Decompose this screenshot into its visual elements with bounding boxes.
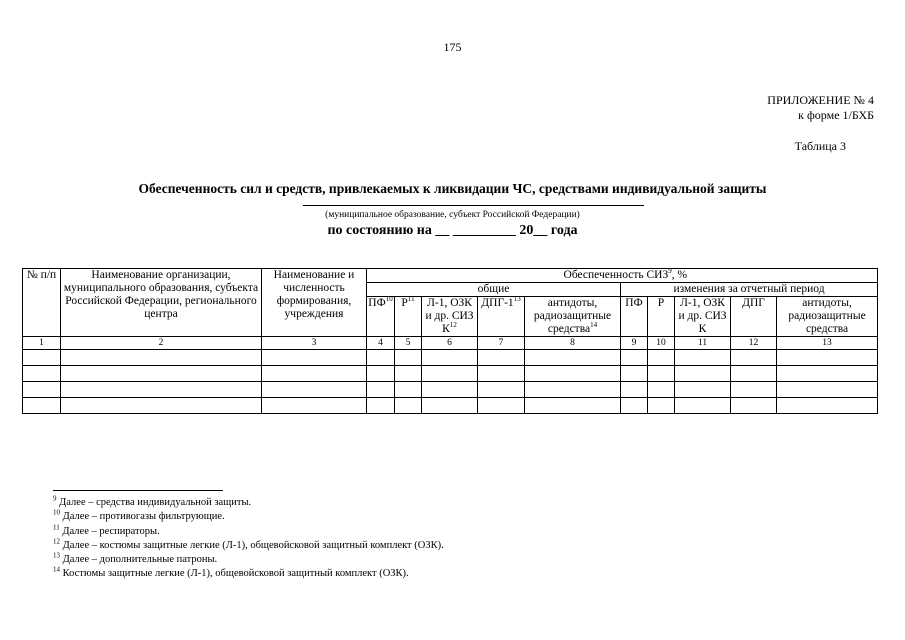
- header-siz-provision: [367, 269, 878, 283]
- table-row: [23, 350, 878, 366]
- footnote: [53, 553, 444, 567]
- footnote-ref-11: 11: [407, 295, 415, 304]
- footnote-marker: 14: [53, 565, 60, 574]
- appendix-line-1: ПРИЛОЖЕНИЕ № 4: [767, 93, 874, 107]
- footnote-ref-10: 10: [385, 295, 393, 304]
- column-number: 2: [61, 337, 262, 350]
- header-changes: изменения за отчетный период: [621, 283, 878, 297]
- header-dpg: [478, 297, 525, 337]
- header-pf-text: ПФ: [368, 297, 386, 309]
- footnote-text: Далее – противогазы фильтрующие.: [62, 511, 225, 523]
- footnote-marker: 12: [53, 537, 60, 546]
- header-l1-text: Л-1, ОЗК и др. СИЗ К: [425, 297, 474, 335]
- header-num: № п/п: [23, 269, 61, 337]
- footnote-ref-12: 12: [449, 321, 457, 330]
- header-organization: Наименование организации, муниципального образования, субъекта Российской Федерации, регионального центра: [61, 269, 262, 337]
- appendix-line-2: к форме 1/БХБ: [798, 108, 874, 122]
- column-number: 8: [525, 337, 621, 350]
- footnote-separator: [53, 490, 223, 491]
- table-row: [23, 398, 878, 414]
- column-number: 3: [262, 337, 367, 350]
- siz-provision-table: [22, 268, 878, 414]
- table-label: Таблица 3: [794, 139, 846, 153]
- footnote-text: Далее – респираторы.: [62, 525, 160, 537]
- footnote-marker: 11: [53, 523, 60, 532]
- header-dpg-changes: ДПГ: [731, 297, 777, 337]
- footnote-text: Костюмы защитные легкие (Л-1), общевойсковой защитный комплект (ОЗК).: [62, 568, 409, 580]
- header-row-1: [23, 269, 878, 283]
- footnote-ref-14: 14: [590, 321, 598, 330]
- header-formation: Наименование и численность формирования, учреждения: [262, 269, 367, 337]
- header-general: общие: [367, 283, 621, 297]
- header-pf-changes: ПФ: [621, 297, 648, 337]
- page-number: 175: [443, 40, 462, 54]
- header-l1-changes: Л-1, ОЗК и др. СИЗ К: [675, 297, 731, 337]
- fill-in-caption: (муниципальное образование, субъект Российской Федерации): [325, 210, 580, 220]
- as-of-date-line: по состоянию на __ _________ 20__ года: [327, 223, 578, 238]
- footnotes: [53, 496, 444, 582]
- header-l1: [422, 297, 478, 337]
- table-row: [23, 366, 878, 382]
- footnote-ref-9: 9: [668, 267, 672, 276]
- column-number-row: [23, 337, 878, 350]
- footnote-marker: 13: [53, 551, 60, 560]
- header-antidotes: [525, 297, 621, 337]
- footnote: [53, 525, 444, 539]
- appendix-header: [767, 93, 874, 123]
- footnote-text: Далее – костюмы защитные легкие (Л-1), общевойсковой защитный комплект (ОЗК).: [62, 539, 444, 551]
- footnote-marker: 10: [53, 508, 60, 517]
- header-siz-text: Обеспеченность СИЗ: [563, 269, 669, 281]
- footnote-marker: 9: [53, 494, 57, 503]
- footnote: [53, 510, 444, 524]
- header-antidotes-changes: антидоты, радиозащитные средства: [777, 297, 878, 337]
- footnote-text: Далее – средства индивидуальной защиты.: [59, 497, 252, 508]
- column-number: 11: [675, 337, 731, 350]
- header-pf: [367, 297, 395, 337]
- column-number: 9: [621, 337, 648, 350]
- header-siz-unit: , %: [671, 269, 688, 281]
- header-r-text: Р: [401, 297, 408, 309]
- footnote-text: Далее – дополнительные патроны.: [62, 554, 218, 566]
- document-title: Обеспеченность сил и средств, привлекаемых к ликвидации ЧС, средствами индивидуальной защиты: [138, 181, 767, 196]
- fill-in-line: [303, 205, 644, 206]
- footnote: [53, 567, 444, 581]
- header-r-changes: Р: [648, 297, 675, 337]
- header-r: [395, 297, 422, 337]
- table-row: [23, 382, 878, 398]
- column-number: 10: [648, 337, 675, 350]
- column-number: 1: [23, 337, 61, 350]
- column-number: 5: [395, 337, 422, 350]
- footnote: [53, 496, 444, 510]
- header-antidotes-text: антидоты, радиозащитные средства: [533, 297, 612, 335]
- column-number: 12: [731, 337, 777, 350]
- column-number: 7: [478, 337, 525, 350]
- column-number: 13: [777, 337, 878, 350]
- header-dpg-text: ДПГ-1: [481, 297, 514, 309]
- footnote: [53, 539, 444, 553]
- column-number: 6: [422, 337, 478, 350]
- column-number: 4: [367, 337, 395, 350]
- footnote-ref-13: 13: [513, 295, 521, 304]
